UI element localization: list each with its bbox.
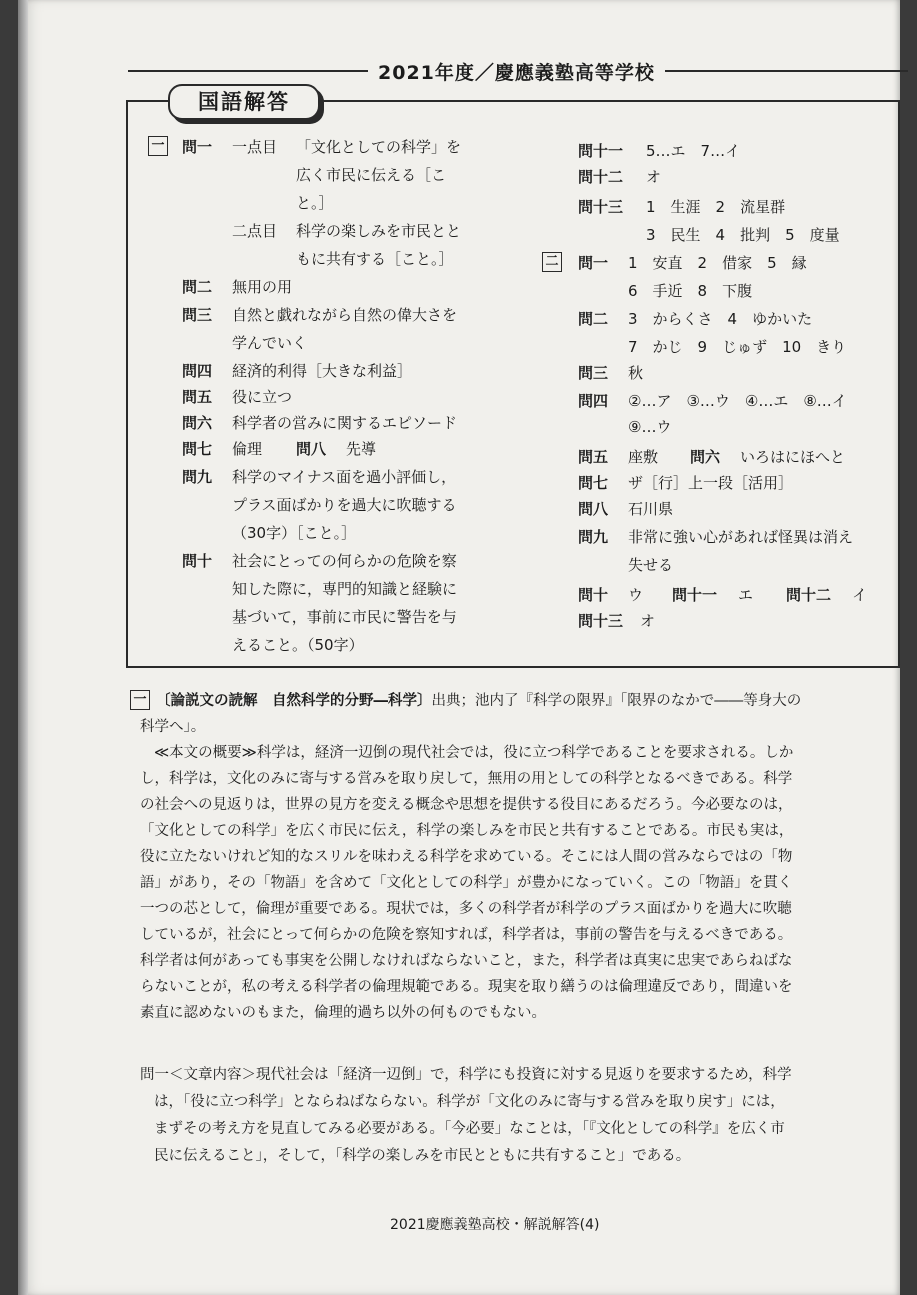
q6-label: 問六 <box>182 414 213 432</box>
s2-q2-label: 問二 <box>578 310 609 328</box>
s2-q10-answer: ウ <box>628 586 644 604</box>
s2-q1-answer-line2: 6 手近 8 下腹 <box>628 282 753 300</box>
q10-label: 問十 <box>182 552 213 570</box>
q1b-label: 二点目 <box>232 222 278 240</box>
summary-line: 「文化としての科学」を広く市民に伝え，科学の楽しみを市民と共有することである。市民も実は， <box>140 823 794 839</box>
s2-q7-answer: ザ［行］上一段［活用］ <box>628 474 794 492</box>
s2-q3-label: 問三 <box>578 364 609 382</box>
s2-q8-label: 問八 <box>578 500 609 518</box>
q1a-answer-line1: 「文化としての科学」を <box>296 138 462 156</box>
q9-answer-line1: 科学のマイナス面を過小評価し， <box>232 468 457 486</box>
binding-edge <box>18 0 28 1295</box>
explanation-heading <box>156 692 801 710</box>
s2-q5-label: 問五 <box>578 448 609 466</box>
explanation-section-mark: 一 <box>130 690 150 710</box>
explanation-heading-line2: 科学へ」。 <box>140 719 206 735</box>
s2-q8-answer: 石川県 <box>628 500 674 518</box>
s2-q4-label: 問四 <box>578 392 609 410</box>
q4-label: 問四 <box>182 362 213 380</box>
summary-line: らないことが，私の考える科学者の倫理規範である。現実を取り繕うのは倫理違反であり，間違いを <box>140 979 793 995</box>
q1-explanation-block <box>140 1066 900 1174</box>
summary-line: 役に立たないけれど知的なスリルを味わえる科学を求めている。そこには人間の営みならではの「物 <box>140 849 793 865</box>
answer-box-tag: 国語解答 <box>168 84 320 120</box>
summary-block <box>140 744 900 1030</box>
s2-q7-label: 問七 <box>578 474 609 492</box>
q12-answer: オ <box>646 168 662 186</box>
s2-q9-answer-line2: 失せる <box>628 556 674 574</box>
q13-answer-line2: 3 民生 4 批判 5 度量 <box>646 226 840 244</box>
q2-answer: 無用の用 <box>232 278 293 296</box>
s2-q5-answer: 座敷 <box>628 448 659 466</box>
summary-line: 素直に認めないのもまた，倫理的過ち以外の何ものでもない。 <box>140 1005 546 1021</box>
q11-label: 問十一 <box>578 142 624 160</box>
q6-answer: 科学者の営みに関するエピソード <box>232 414 458 432</box>
q1b-answer-line2: もに共有する［こと。］ <box>296 250 454 268</box>
q7-label: 問七 <box>182 440 213 458</box>
q8-answer: 先導 <box>346 440 377 458</box>
section-1-mark: 一 <box>148 136 168 156</box>
q1a-answer-line3: と。］ <box>296 194 334 212</box>
q3-label: 問三 <box>182 306 213 324</box>
q7-answer: 倫理 <box>232 440 263 458</box>
q8-label: 問八 <box>296 440 327 458</box>
s2-q13-label: 問十三 <box>578 612 624 630</box>
q1a-answer-line2: 広く市民に伝える［こ <box>296 166 447 184</box>
summary-line: 科学者は何があっても事実を公開しなければならないこと，また，科学者は真実に忠実であらねばな <box>140 953 793 969</box>
q9-label: 問九 <box>182 468 213 486</box>
s2-q12-answer: イ <box>852 586 868 604</box>
summary-line: し，科学は，文化のみに寄与する営みを取り戻して，無用の用としての科学となるべきである。科学 <box>140 771 793 787</box>
page-title: 2021年度／慶應義塾高等学校 <box>368 58 665 85</box>
q1-explanation-line: は，「役に立つ科学」とならねばならない。科学が「文化のみに寄与する営みを取り戻す」には， <box>154 1094 785 1110</box>
q1-explanation-line: 問一＜文章内容＞現代社会は「経済一辺倒」で，科学にも投資に対する見返りを要求するため，科学 <box>140 1067 792 1083</box>
q13-answer-line1: 1 生涯 2 流星群 <box>646 198 786 216</box>
s2-q10-label: 問十 <box>578 586 609 604</box>
q1-explanation-line: 民に伝えること」，そして，「科学の楽しみを市民とともに共有すること」である。 <box>154 1148 691 1164</box>
s2-q2-answer-line2: 7 かじ 9 じゅず 10 きり <box>628 338 847 356</box>
q1-label: 問一 <box>182 138 213 156</box>
q13-label: 問十三 <box>578 198 624 216</box>
q11-answer: 5…エ 7…イ <box>646 142 741 160</box>
q5-answer: 役に立つ <box>232 388 293 406</box>
s2-q4-answer-line2: ⑨…ウ <box>628 418 672 436</box>
q10-answer-line3: 基づいて，事前に市民に警告を与 <box>232 608 457 626</box>
explanation-heading-topic: 〔論説文の読解 自然科学的分野―科学〕 <box>156 693 432 709</box>
s2-q2-answer-line1: 3 からくさ 4 ゆかいた <box>628 310 813 328</box>
q5-label: 問五 <box>182 388 213 406</box>
s2-q1-answer-line1: 1 安直 2 借家 5 縁 <box>628 254 807 272</box>
summary-line: しているが，社会にとって何らかの危険を察知すれば，科学者は，事前の警告を与えるべきである。 <box>140 927 793 943</box>
q9-answer-line3: （30字）［こと。］ <box>232 524 357 542</box>
s2-q6-answer: いろはにほへと <box>740 448 846 466</box>
s2-q9-answer-line1: 非常に強い心があれば怪異は消え <box>628 528 854 546</box>
s2-q11-label: 問十一 <box>672 586 718 604</box>
q3-answer-line1: 自然と戯れながら自然の偉大さを <box>232 306 458 324</box>
s2-q9-label: 問九 <box>578 528 609 546</box>
summary-line: 語」があり，その「物語」を含めて「文化としての科学」が豊かになっていく。この「物語」を貫く <box>140 875 793 891</box>
page-footer: 2021慶應義塾高校・解説解答(4) <box>390 1217 600 1233</box>
q1b-answer-line1: 科学の楽しみを市民とと <box>296 222 462 240</box>
s2-q1-label: 問一 <box>578 254 609 272</box>
q3-answer-line2: 学んでいく <box>232 334 308 352</box>
q10-answer-line1: 社会にとっての何らかの危険を察 <box>232 552 457 570</box>
s2-q11-answer: エ <box>738 586 754 604</box>
q4-answer: 経済的利得［大きな利益］ <box>232 362 413 380</box>
s2-q4-answer-line1: ②…ア ③…ウ ④…エ ⑧…イ <box>628 392 847 410</box>
q1a-label: 一点目 <box>232 138 278 156</box>
q9-answer-line2: プラス面ばかりを過大に吹聴する <box>232 496 457 514</box>
q12-label: 問十二 <box>578 168 624 186</box>
s2-q12-label: 問十二 <box>786 586 832 604</box>
q2-label: 問二 <box>182 278 213 296</box>
summary-line: 一つの芯として，倫理が重要である。現状では，多くの科学者が科学のプラス面ばかりを過大に吹聴 <box>140 901 792 917</box>
explanation-heading-source: 出典；池内了『科学の限界』「限界のなかで――等身大の <box>431 693 802 709</box>
answer-sheet-page <box>18 0 900 1295</box>
s2-q3-answer: 秋 <box>628 364 644 382</box>
q10-answer-line2: 知した際に，専門的知識と経験に <box>232 580 458 598</box>
s2-q6-label: 問六 <box>690 448 721 466</box>
summary-line: ≪本文の概要≫科学は，経済一辺倒の現代社会では，役に立つ科学であることを要求される。しか <box>154 745 794 761</box>
section-2-mark: 二 <box>542 252 562 272</box>
s2-q13-answer: オ <box>640 612 656 630</box>
q1-explanation-line: まずその考え方を見直してみる必要がある。「今必要」なことは，「『文化としての科学』を広く市 <box>154 1121 785 1137</box>
q10-answer-line4: えること。（50字） <box>232 636 364 654</box>
summary-line: の社会への見返りは，世界の見方を変える概念や思想を提供する役目にあるだろう。今必要なのは， <box>140 797 793 813</box>
